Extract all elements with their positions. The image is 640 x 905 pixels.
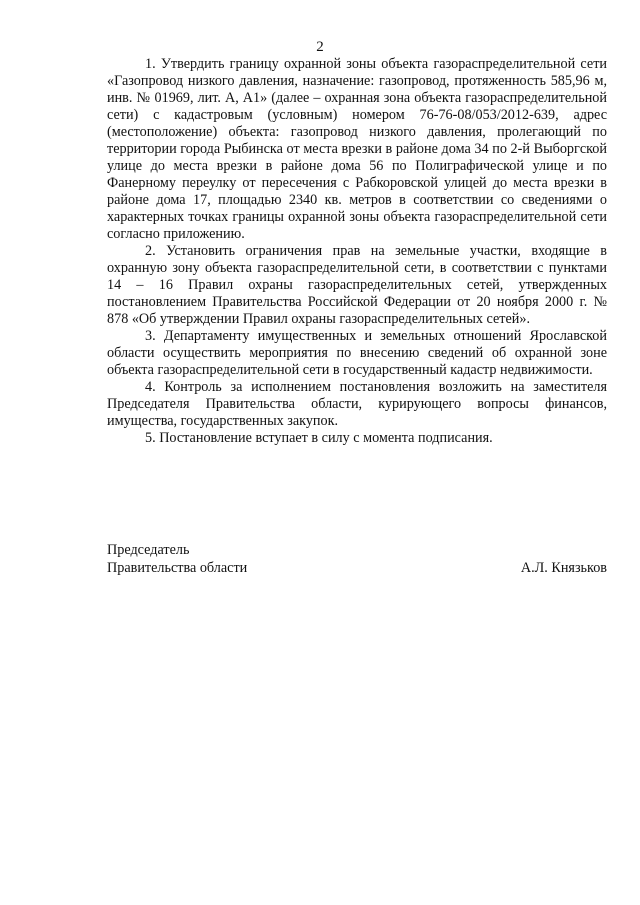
paragraph-4: 4. Контроль за исполнением постановления возложить на заместителя Председателя Правительства области, курирующего вопросы финансов, имущества, государственных закупок. bbox=[107, 379, 607, 429]
signature-block bbox=[107, 541, 607, 577]
page-number: 2 bbox=[316, 39, 324, 55]
signature-line bbox=[107, 559, 607, 577]
signatory-title-line2: Правительства области bbox=[107, 560, 248, 576]
paragraph-2: 2. Установить ограничения прав на земельные участки, входящие в охранную зону объекта газораспределительной сети, в соответствии с пунктами 14 – 16 Правил охраны газораспределительных сетей, утвержденных постановлением Правительства Российской Федерации от 20 ноября 2000 г. № 878 «Об утверждении Правил охраны газораспределительных сетей». bbox=[107, 243, 607, 327]
paragraph-1: 1. Утвердить границу охранной зоны объекта газораспределительной сети «Газопровод низкого давления, назначение: газопровод, протяженность 585,96 м, инв. № 01969, лит. А, А1» (далее – охранная зона объекта газораспределительной сети) с кадастровым (условным) номером 76-76-08/053/2012-639, адрес (местоположение) объекта: газопровод низкого давления, пролегающий по территории города Рыбинска от места врезки в районе дома 34 по 2-й Выборгской улице до места врезки в районе дома 56 по Полиграфической улице и по Фанерному переулку от пересечения с Рабкоровской улицей до места врезки в районе дома 17, площадью 2340 кв. метров в соответствии со сведениями о характерных точках границы охранной зоны объекта газораспределительной сети согласно приложению. bbox=[107, 56, 607, 242]
document-body bbox=[107, 56, 607, 447]
paragraph-5: 5. Постановление вступает в силу с момента подписания. bbox=[145, 430, 493, 446]
paragraph-3: 3. Департаменту имущественных и земельных отношений Ярославской области осуществить мероприятия по внесению сведений об охранной зоне объекта газораспределительной сети в государственный кадастр недвижимости. bbox=[107, 328, 607, 378]
signatory-name: А.Л. Князьков bbox=[520, 560, 607, 576]
signatory-title-line1: Председатель bbox=[107, 542, 190, 558]
